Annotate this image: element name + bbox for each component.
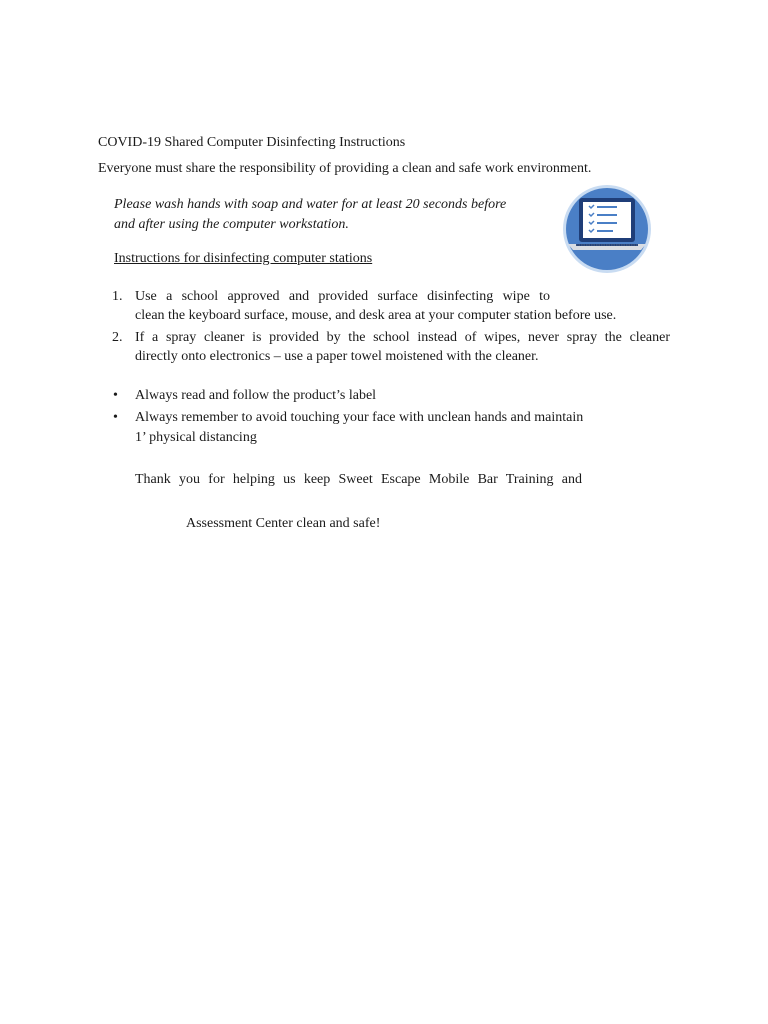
step-number: 2. bbox=[112, 330, 123, 345]
thanks-line-2: Assessment Center clean and safe! bbox=[186, 516, 381, 531]
section-heading: Instructions for disinfecting computer stations bbox=[114, 251, 373, 266]
step-line-1: If a spray cleaner is provided by the school instead of wipes, never spray the cleaner bbox=[135, 330, 670, 345]
bullet-text-line-2: 1’ physical distancing bbox=[135, 430, 257, 445]
step-line-2: clean the keyboard surface, mouse, and desk area at your computer station before use. bbox=[135, 308, 617, 323]
laptop-checklist-icon bbox=[562, 184, 652, 274]
step-number: 1. bbox=[112, 289, 123, 304]
step-line-2: directly onto electronics – use a paper towel moistened with the cleaner. bbox=[135, 349, 539, 364]
intro-paragraph: Everyone must share the responsibility of providing a clean and safe work environment. bbox=[98, 161, 592, 176]
bullet-text-line-1: Always remember to avoid touching your face with unclean hands and maintain bbox=[135, 410, 584, 425]
handwash-notice bbox=[114, 195, 559, 235]
bullet-mark: • bbox=[113, 388, 118, 403]
notice-line-2: and after using the computer workstation. bbox=[114, 217, 349, 232]
thanks-line-1: Thank you for helping us keep Sweet Escape Mobile Bar Training and bbox=[135, 472, 582, 487]
bullet-mark: • bbox=[113, 410, 118, 425]
bullet-text: Always read and follow the product’s label bbox=[135, 388, 377, 403]
document-title: COVID-19 Shared Computer Disinfecting Instructions bbox=[98, 135, 406, 150]
step-line-1: Use a school approved and provided surface disinfecting wipe to bbox=[135, 289, 550, 304]
notice-line-1: Please wash hands with soap and water for at least 20 seconds before bbox=[114, 197, 507, 212]
